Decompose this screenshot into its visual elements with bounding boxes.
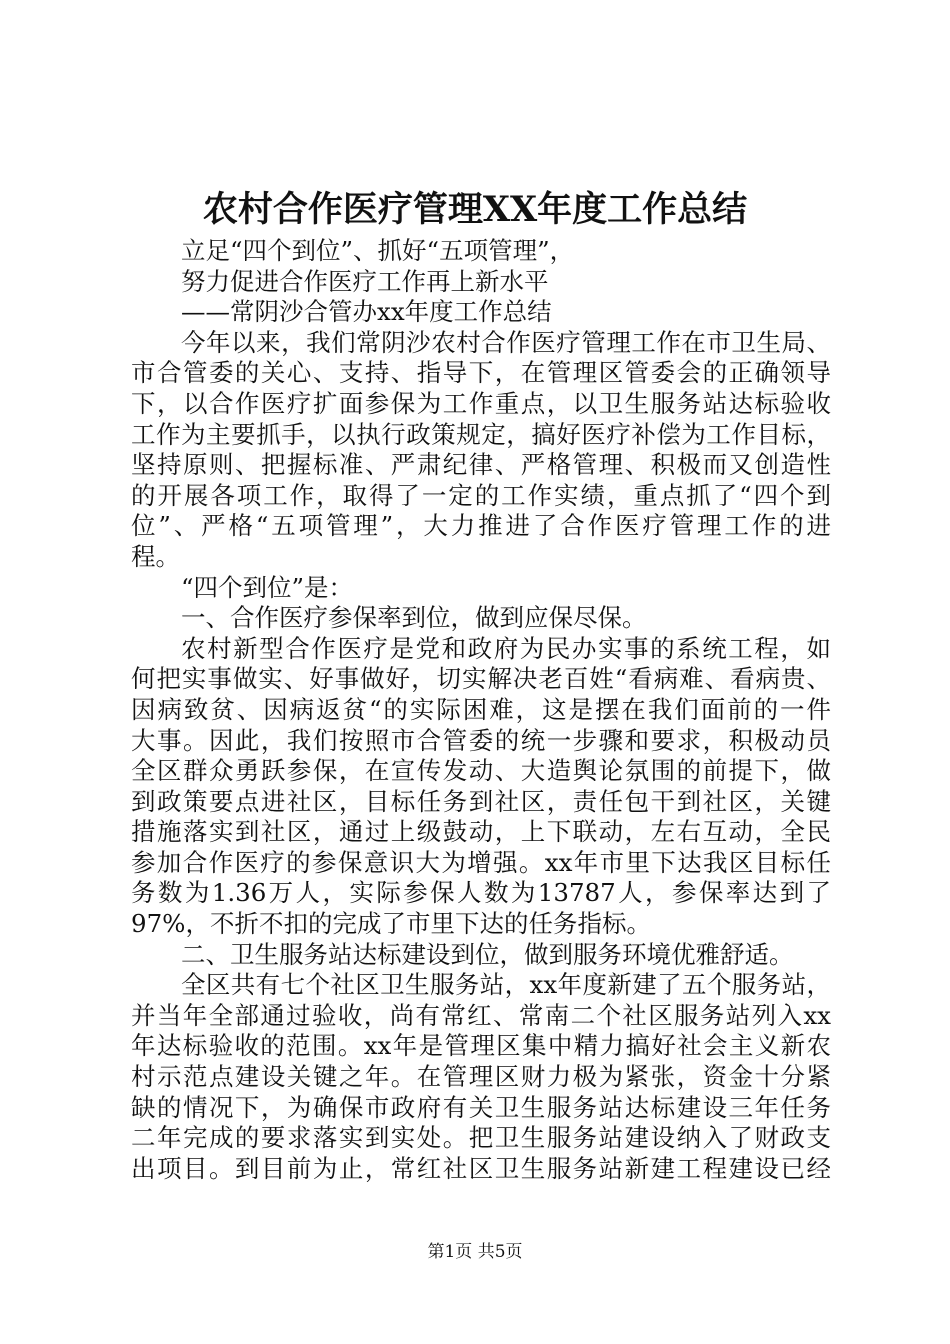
paragraph-line: 下，以合作医疗扩面参保为工作重点，以卫生服务站达标验收 — [131, 388, 831, 418]
paragraph-line: 二、卫生服务站达标建设到位，做到服务环境优雅舒适。 — [181, 939, 794, 969]
paragraph-line: 措施落实到社区，通过上级鼓动，上下联动，左右互动，全民 — [131, 817, 831, 847]
paragraph-line: ——常阴沙合管办xx年度工作总结 — [181, 297, 552, 327]
paragraph-line: 一、合作医疗参保率到位，做到应保尽保。 — [181, 603, 647, 633]
paragraph-line: 到政策要点进社区，目标任务到社区，责任包干到社区，关键 — [131, 786, 831, 816]
paragraph-line: 市合管委的关心、支持、指导下，在管理区管委会的正确领导 — [131, 358, 831, 388]
paragraph-line: 并当年全部通过验收，尚有常红、常南二个社区服务站列入xx — [131, 1000, 831, 1030]
paragraph-line: 97%，不折不扣的完成了市里下达的任务指标。 — [131, 909, 651, 939]
paragraph-line: 工作为主要抓手，以执行政策规定，搞好医疗补偿为工作目标， — [131, 419, 831, 449]
paragraph-line: 务数为1.36万人，实际参保人数为13787人，参保率达到了 — [131, 878, 831, 908]
paragraph-line: 全区共有七个社区卫生服务站，xx年度新建了五个服务站， — [181, 970, 831, 1000]
document-title: 农村合作医疗管理XX年度工作总结 — [202, 189, 748, 230]
paragraph-line: 坚持原则、把握标准、严肃纪律、严格管理、积极而又创造性 — [131, 450, 831, 480]
paragraph-line: 程。 — [131, 541, 180, 571]
paragraph-line: 今年以来，我们常阴沙农村合作医疗管理工作在市卫生局、 — [181, 327, 831, 357]
paragraph-line: 大事。因此，我们按照市合管委的统一步骤和要求，积极动员 — [131, 725, 831, 755]
paragraph-line: 的开展各项工作，取得了一定的工作实绩，重点抓了“四个到 — [131, 480, 831, 510]
paragraph-line: 缺的情况下，为确保市政府有关卫生服务站达标建设三年任务 — [131, 1092, 831, 1122]
paragraph-line: “四个到位”是： — [181, 572, 354, 602]
page-footer: 第1页 共5页 — [427, 1242, 523, 1262]
paragraph-line: 立足“四个到位”、抓好“五项管理”， — [181, 236, 575, 265]
paragraph-line: 何把实事做实、好事做好，切实解决老百姓“看病难、看病贵、 — [131, 664, 831, 694]
paragraph-line: 农村新型合作医疗是党和政府为民办实事的系统工程，如 — [181, 633, 831, 663]
paragraph-line: 参加合作医疗的参保意识大为增强。xx年市里下达我区目标任 — [131, 847, 831, 877]
paragraph-line: 出项目。到目前为止，常红社区卫生服务站新建工程建设已经 — [131, 1153, 831, 1183]
paragraph-line: 年达标验收的范围。xx年是管理区集中精力搞好社会主义新农 — [131, 1031, 831, 1061]
document-body — [131, 236, 831, 1184]
paragraph-line: 因病致贫、因病返贫“的实际困难，这是摆在我们面前的一件 — [131, 694, 831, 724]
paragraph-line: 位”、严格“五项管理”，大力推进了合作医疗管理工作的进 — [131, 511, 831, 541]
paragraph-line: 全区群众勇跃参保，在宣传发动、大造舆论氛围的前提下，做 — [131, 756, 831, 786]
paragraph-line: 二年完成的要求落实到实处。把卫生服务站建设纳入了财政支 — [131, 1123, 831, 1153]
paragraph-line: 努力促进合作医疗工作再上新水平 — [181, 266, 549, 296]
paragraph-line: 村示范点建设关键之年。在管理区财力极为紧张，资金十分紧 — [131, 1062, 831, 1092]
